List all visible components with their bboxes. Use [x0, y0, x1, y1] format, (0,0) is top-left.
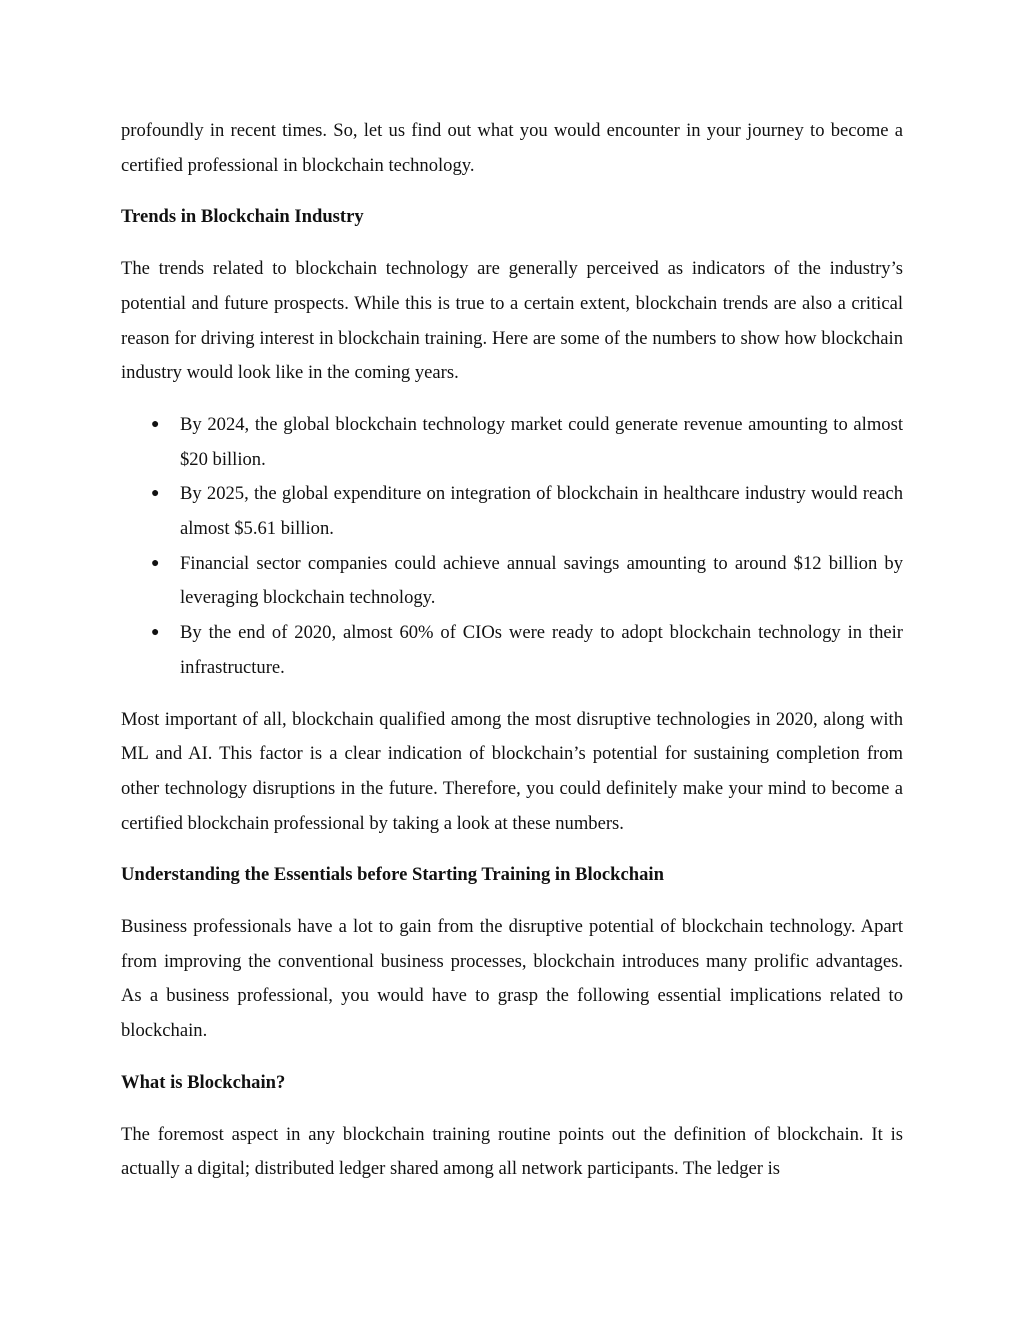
list-item: [121, 616, 903, 685]
paragraph-trends: The trends related to blockchain technology are generally perceived as indicators of the industry’s potential and future prospects. While this is true to a certain extent, blockchain trends are also a critical reason for driving interest in blockchain training. Here are some of the numbers to show how blockchain industry would look like in the coming years.: [121, 258, 903, 384]
list-item: [121, 547, 903, 616]
paragraph-definition: The foremost aspect in any blockchain training routine points out the definition of blockchain. It is actually a digital; distributed ledger shared among all network participants. The ledger is: [121, 1123, 903, 1180]
list-item: [121, 408, 903, 477]
bullet-icon: ●: [151, 416, 160, 432]
list-item-text: By the end of 2020, almost 60% of CIOs were ready to adopt blockchain technology in their infrastructure.: [180, 622, 903, 678]
list-item-text: By 2025, the global expenditure on integration of blockchain in healthcare industry would reach almost $5.61 billion.: [180, 483, 903, 540]
list-item: [121, 477, 903, 546]
paragraph-intro: profoundly in recent times. So, let us find out what you would encounter in your journey to become a certified professional in blockchain technology.: [121, 120, 903, 176]
paragraph-disruptive: Most important of all, blockchain qualified among the most disruptive technologies in 2020, along with ML and AI. This factor is a clear indication of blockchain’s potential for sustaining completion from other technology disruptions in the future. Therefore, you could definitely make your mind to become a certified blockchain professional by taking a look at these numbers.: [121, 708, 903, 834]
list-item-text: Financial sector companies could achieve annual savings amounting to around $12 billion by leveraging blockchain technology.: [180, 552, 903, 609]
heading-what-is-blockchain: What is Blockchain?: [121, 1071, 286, 1093]
heading-trends: Trends in Blockchain Industry: [121, 206, 364, 228]
bullet-icon: ●: [151, 625, 160, 641]
list-item-text: By 2024, the global blockchain technology market could generate revenue amounting to almost $20 billion.: [180, 413, 903, 470]
bullet-icon: ●: [151, 486, 160, 502]
bullet-list-trends: [121, 408, 903, 686]
document-page: [121, 114, 903, 1204]
paragraph-business: Business professionals have a lot to gain from the disruptive potential of blockchain technology. Apart from improving the conventional business processes, blockchain introduces many prolific advantages. As a business professional, you would have to grasp the following essential implications related to blockchain.: [121, 916, 903, 1042]
bullet-icon: ●: [151, 555, 160, 571]
heading-essentials: Understanding the Essentials before Starting Training in Blockchain: [121, 864, 664, 886]
